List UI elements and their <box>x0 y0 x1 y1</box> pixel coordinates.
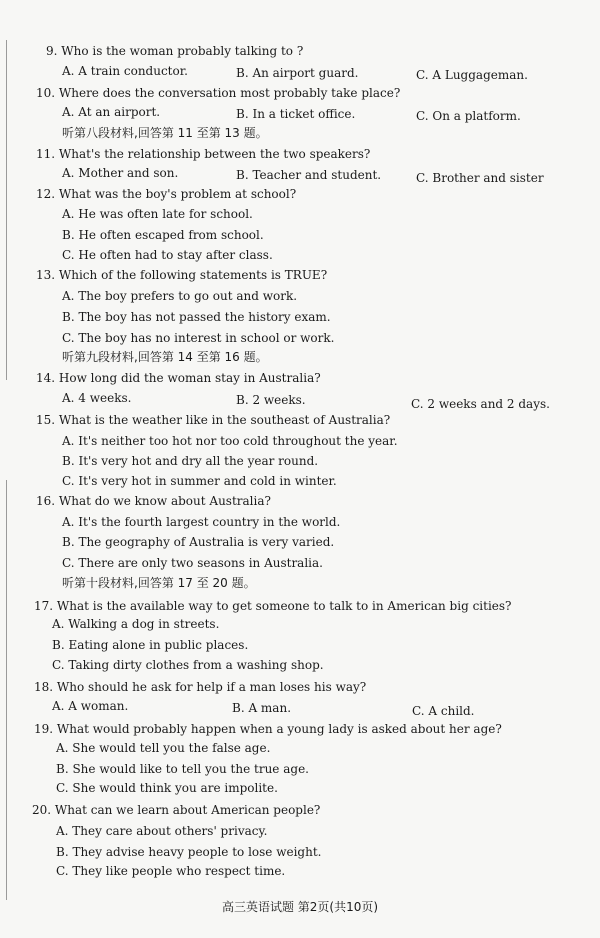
question-14-option-c: C. 2 weeks and 2 days. <box>411 397 550 411</box>
question-16-stem: 16. What do we know about Australia? <box>36 494 271 508</box>
question-10-option-b: B. In a ticket office. <box>236 107 356 121</box>
question-11-option-c: C. Brother and sister <box>416 171 544 185</box>
question-9-stem: 9. Who is the woman probably talking to ? <box>46 44 304 58</box>
question-9-option-b: B. An airport guard. <box>236 66 359 80</box>
question-20-option-c: C. They like people who respect time. <box>56 864 286 878</box>
question-13-option-c: C. The boy has no interest in school or work. <box>62 331 335 345</box>
question-19-option-c: C. She would think you are impolite. <box>56 781 278 795</box>
question-19-option-b: B. She would like to tell you the true age. <box>56 762 309 776</box>
question-15-option-b: B. It's very hot and dry all the year round. <box>62 454 319 468</box>
question-9-option-c: C. A Luggageman. <box>416 68 528 82</box>
left-margin-line <box>6 40 7 380</box>
question-10-stem: 10. Where does the conversation most probably take place? <box>36 86 401 100</box>
question-15-option-c: C. It's very hot in summer and cold in winter. <box>62 474 337 488</box>
question-14-stem: 14. How long did the woman stay in Australia? <box>36 371 321 385</box>
question-16-option-b: B. The geography of Australia is very varied. <box>62 535 335 549</box>
page-footer: 高三英语试题 第2页(共10页) <box>221 900 379 914</box>
question-17-option-a: A. Walking a dog in streets. <box>52 617 220 631</box>
question-18-option-a: A. A woman. <box>52 699 129 713</box>
question-18-option-b: B. A man. <box>232 701 292 715</box>
question-10-option-a: A. At an airport. <box>62 105 161 119</box>
question-13-option-b: B. The boy has not passed the history exam. <box>62 310 331 324</box>
question-16-option-a: A. It's the fourth largest country in the world. <box>62 515 341 529</box>
question-18-option-c: C. A child. <box>412 704 475 718</box>
section-10-instruction: 听第十段材料,回答第 17 至 20 题。 <box>62 576 256 590</box>
question-14-option-b: B. 2 weeks. <box>236 393 306 407</box>
question-13-option-a: A. The boy prefers to go out and work. <box>62 289 298 303</box>
question-15-stem: 15. What is the weather like in the southeast of Australia? <box>36 413 391 427</box>
question-16-option-c: C. There are only two seasons in Australia. <box>62 556 323 570</box>
question-20-option-a: A. They care about others' privacy. <box>56 824 268 838</box>
question-11-option-a: A. Mother and son. <box>62 166 179 180</box>
question-18-stem: 18. Who should he ask for help if a man loses his way? <box>34 680 367 694</box>
question-12-option-a: A. He was often late for school. <box>62 207 253 221</box>
question-20-option-b: B. They advise heavy people to lose weight. <box>56 845 322 859</box>
question-17-stem: 17. What is the available way to get someone to talk to in American big cities? <box>34 599 512 613</box>
question-12-option-b: B. He often escaped from school. <box>62 228 264 242</box>
section-9-instruction: 听第九段材料,回答第 14 至第 16 题。 <box>62 350 268 364</box>
question-20-stem: 20. What can we learn about American people? <box>32 803 321 817</box>
left-margin-line <box>6 480 7 900</box>
question-19-option-a: A. She would tell you the false age. <box>56 741 271 755</box>
question-11-option-b: B. Teacher and student. <box>236 168 382 182</box>
question-13-stem: 13. Which of the following statements is TRUE? <box>36 268 328 282</box>
question-17-option-c: C. Taking dirty clothes from a washing shop. <box>52 658 324 672</box>
question-17-option-b: B. Eating alone in public places. <box>52 638 249 652</box>
section-8-instruction: 听第八段材料,回答第 11 至第 13 题。 <box>62 126 268 140</box>
question-9-option-a: A. A train conductor. <box>62 64 188 78</box>
question-19-stem: 19. What would probably happen when a young lady is asked about her age? <box>34 722 502 736</box>
question-10-option-c: C. On a platform. <box>416 109 521 123</box>
question-11-stem: 11. What's the relationship between the two speakers? <box>36 147 371 161</box>
question-12-option-c: C. He often had to stay after class. <box>62 248 273 262</box>
question-12-stem: 12. What was the boy's problem at school? <box>36 187 297 201</box>
question-15-option-a: A. It's neither too hot nor too cold throughout the year. <box>62 434 398 448</box>
question-14-option-a: A. 4 weeks. <box>62 391 132 405</box>
